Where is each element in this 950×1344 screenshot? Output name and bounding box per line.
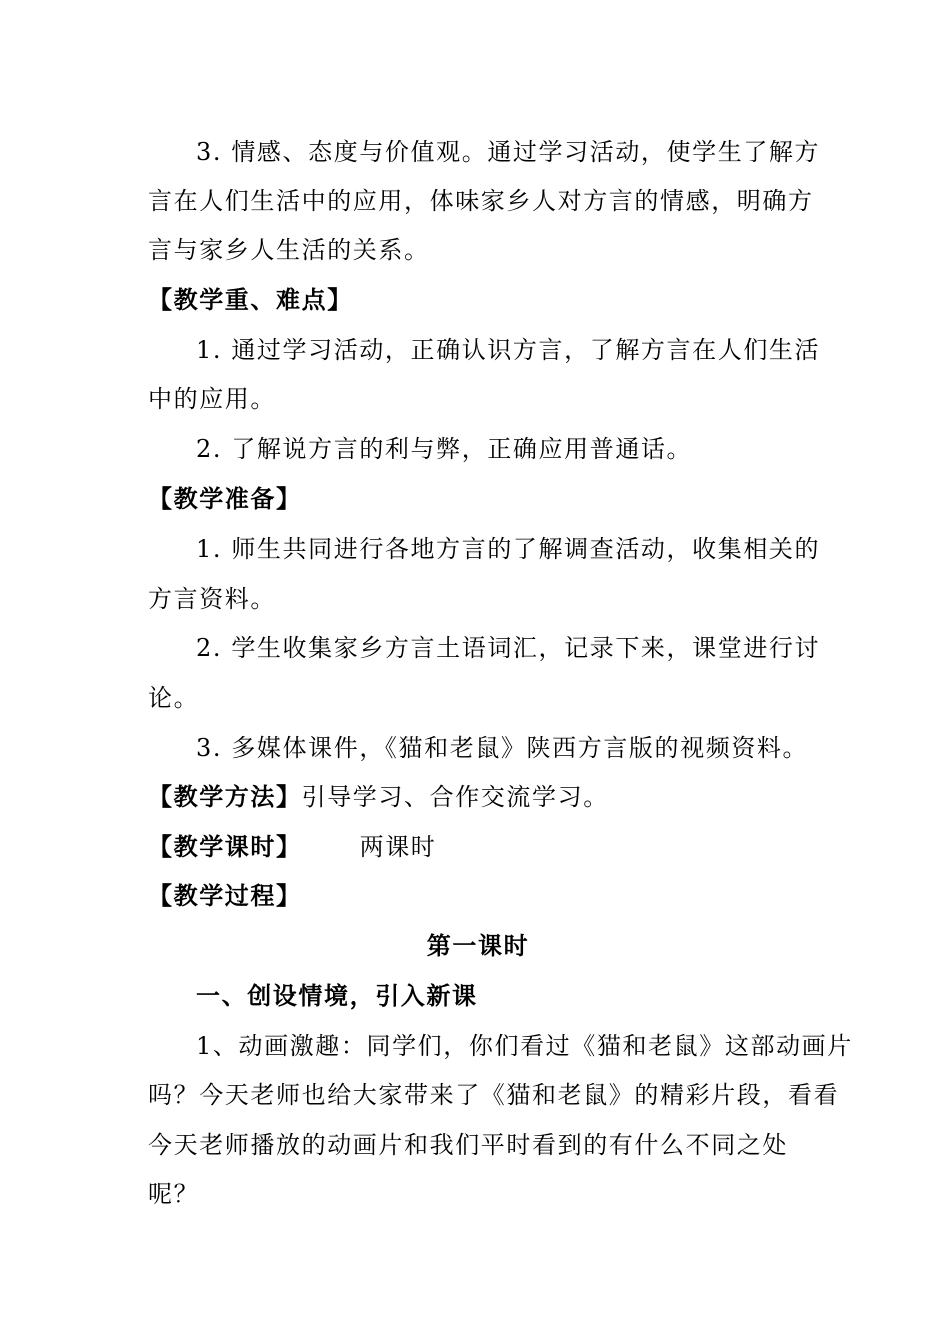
hours-value: 两课时 [359, 833, 437, 861]
preparation-1-line-2: 方言资料。 [148, 585, 276, 613]
objective-3-line-2: 言在人们生活中的应用，体味家乡人对方言的情感，明确方 [148, 187, 814, 215]
hours-heading: 【教学课时】 [148, 832, 302, 861]
objective-3-line-1: 3. 情感、态度与价值观。通过学习活动，使学生了解方 [196, 138, 821, 166]
lesson-title: 第一课时 [426, 931, 530, 960]
methods-heading: 【教学方法】 [148, 782, 302, 811]
section-1-title: 一、创设情境，引入新课 [196, 981, 478, 1010]
preparation-heading: 【教学准备】 [148, 484, 302, 513]
preparation-1-line-1: 1. 师生共同进行各地方言的了解调查活动，收集相关的 [196, 535, 821, 563]
paragraph-1-line-2: 吗？今天老师也给大家带来了《猫和老鼠》的精彩片段，看看 [148, 1081, 840, 1109]
key-point-1-line-2: 中的应用。 [148, 385, 276, 413]
key-points-heading: 【教学重、难点】 [148, 285, 353, 314]
process-heading: 【教学过程】 [148, 881, 302, 910]
preparation-3: 3. 多媒体课件，《猫和老鼠》陕西方言版的视频资料。 [196, 734, 809, 762]
objective-3-line-3: 言与家乡人生活的关系。 [148, 236, 430, 264]
preparation-2-line-2: 论。 [148, 684, 200, 712]
paragraph-1-line-1: 1、动画激趣：同学们，你们看过《猫和老鼠》这部动画片 [196, 1032, 853, 1060]
methods-text: 引导学习、合作交流学习。 [301, 783, 609, 811]
key-point-2: 2. 了解说方言的利与弊，正确应用普通话。 [196, 435, 693, 463]
paragraph-1-line-4: 呢？ [148, 1180, 200, 1208]
methods-line [148, 781, 808, 813]
key-point-1-line-1: 1. 通过学习活动，正确认识方言，了解方言在人们生活 [196, 336, 821, 364]
preparation-2-line-1: 2. 学生收集家乡方言土语词汇，记录下来，课堂进行讨 [196, 634, 821, 662]
hours-line [148, 831, 808, 863]
paragraph-1-line-3: 今天老师播放的动画片和我们平时看到的有什么不同之处 [148, 1131, 788, 1159]
